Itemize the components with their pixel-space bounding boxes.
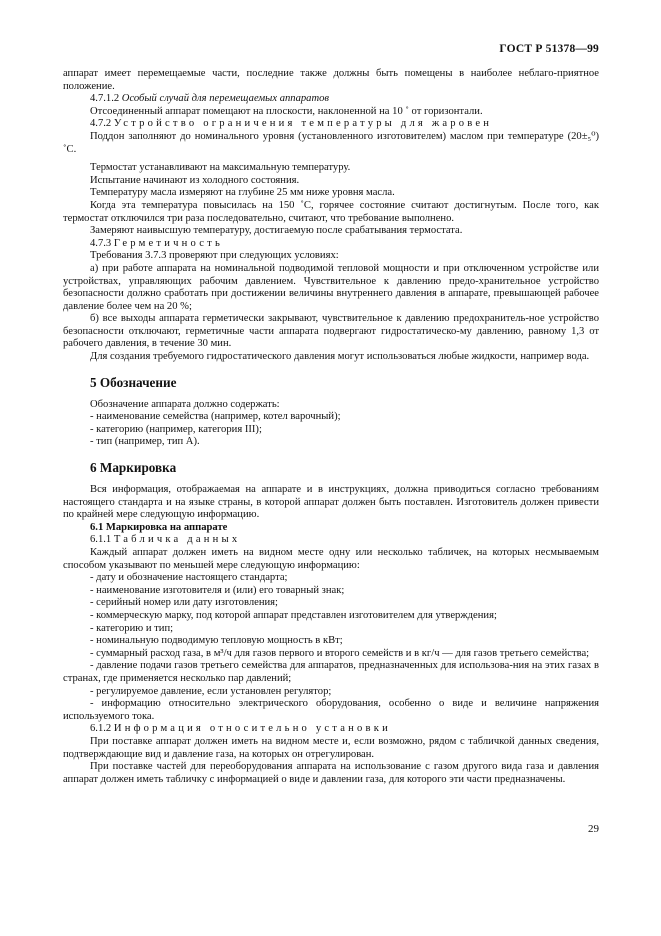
list-item: - дату и обозначение настоящего стандарта; [90,572,288,584]
subsection-heading [63,238,599,251]
paragraph: При поставке частей для переоборудования аппарата на использование с газом другого вида газа и давления аппарат должен иметь табличку с информацией о виде и давлении газа, для которого эти части предназначены. [63,761,599,785]
section-number: 4.7.2 [90,118,112,130]
subsection-heading: 6.1 Маркировка на аппарате [90,521,228,533]
paragraph: Для создания требуемого гидростатического давления могут использоваться любые жидкости, например вода. [90,351,590,363]
paragraph: Требования 3.7.3 проверяют при следующих условиях: [90,250,339,262]
list-item: - коммерческую марку, под которой аппарат представлен изготовителем для утверждения; [90,609,497,621]
subsection-heading [63,723,599,736]
list-item: - тип (например, тип А). [90,436,200,448]
section-heading: 5 Обозначение [90,374,177,390]
paragraph: б) все выходы аппарата герметически закрывают, чувствительное к давлению предохранитель-ное устройство безопасности отключают, герметичные части аппарата подвергают гидростатическо-му давлению, равному 1,3 от рабочего давления, в течение 30 мин. [63,313,599,350]
paragraph: Поддон заполняют до номинального уровня (установленного изготовителем) маслом при температуре (20±₅⁰) ˚С. [63,130,599,155]
paragraph: При поставке аппарат должен иметь на видном месте и, если возможно, рядом с табличкой данных сведения, подтверждающие вид и давление газа, на которых он отрегулирован. [63,735,599,760]
subsection-heading [63,534,599,547]
paragraph: Термостат устанавливают на максимальную температуру. [90,162,351,174]
section-title: Герметичность [113,237,224,249]
paragraph: Испытание начинают из холодного состояния. [90,174,300,186]
section-title: Табличка данных [113,534,241,546]
subsection-heading [63,93,599,106]
section-number: 6.1.1 [90,534,112,546]
section-number: 4.7.1.2 [90,93,120,105]
list-item: - суммарный расход газа, в м³/ч для газов первого и второго семейств и в кг/ч — для газов третьего семейства; [90,647,590,659]
list-item: - категорию и тип; [90,622,174,634]
list-item: - регулируемое давление, если установлен регулятор; [90,685,332,697]
paragraph: Температуру масла измеряют на глубине 25 мм ниже уровня масла. [90,187,395,199]
list-item: - давление подачи газов третьего семейства для аппаратов, предназначенных для использова-ния на этих газах в странах, где применяется несколько пар давлений; [63,660,599,684]
paragraph: Замеряют наивысшую температуру, достигаемую после срабатывания термостата. [90,225,463,237]
paragraph: Вся информация, отображаемая на аппарате и в инструкциях, должна приводиться согласно требованиям настоящего стандарта и на языке страны, в которой аппарат должен быть поставлен. Изготовитель должен привести по крайней мере следующую информацию. [63,484,599,521]
list-item: - номинальную подводимую тепловую мощность в кВт; [90,635,343,647]
section-number: 6.1.2 [90,723,112,735]
list-item: - наименование семейства (например, котел варочный); [90,411,341,423]
page-number: 29 [588,823,599,835]
section-title: Особый случай для перемещаемых аппаратов [121,93,330,105]
list-item: - серийный номер или дату изготовления; [90,597,278,609]
paragraph: Отсоединенный аппарат помещают на плоскости, наклоненной на 10 ˚ от горизонтали. [90,105,483,117]
paragraph: Когда эта температура повысилась на 150 ˚С, горячее состояние считают достигнутым. После того, как термостат отключился три раза последовательно, считают, что требование выполнено. [63,199,599,224]
paragraph: Обозначение аппарата должно содержать: [90,398,280,410]
list-item: - информацию относительно электрического оборудования, особенно о виде и величине напряжения используемого тока. [63,698,599,722]
section-heading: 6 Маркировка [90,460,177,476]
section-title: Информация относительно установки [113,723,391,735]
section-title: Устройство ограничения температуры для жаровен [113,118,493,130]
paragraph: аппарат имеет перемещаемые части, последние также должны быть помещены в наиболее неблаго-приятное положение. [63,68,599,92]
paragraph: а) при работе аппарата на номинальной подводимой тепловой мощности и при отключенном устройстве или устройствах, управляющих рабочим давлением. Чувствительное к давлению предо-хранительное устройство безопасности должно сработать при достижении величины внутреннего давления в аппарате, превышающей рабочее давление более чем на 20 %; [63,262,599,312]
subsection-heading [63,118,599,131]
list-item: - наименование изготовителя и (или) его товарный знак; [90,584,345,596]
section-number: 4.7.3 [90,237,112,249]
paragraph: Каждый аппарат должен иметь на видном месте одну или несколько табличек, на которых несмываемым способом указывают по меньшей мере следующую информацию: [63,547,599,571]
document-header: ГОСТ Р 51378—99 [499,43,599,55]
document-body [63,68,599,786]
list-item: - категорию (например, категория III); [90,423,262,435]
